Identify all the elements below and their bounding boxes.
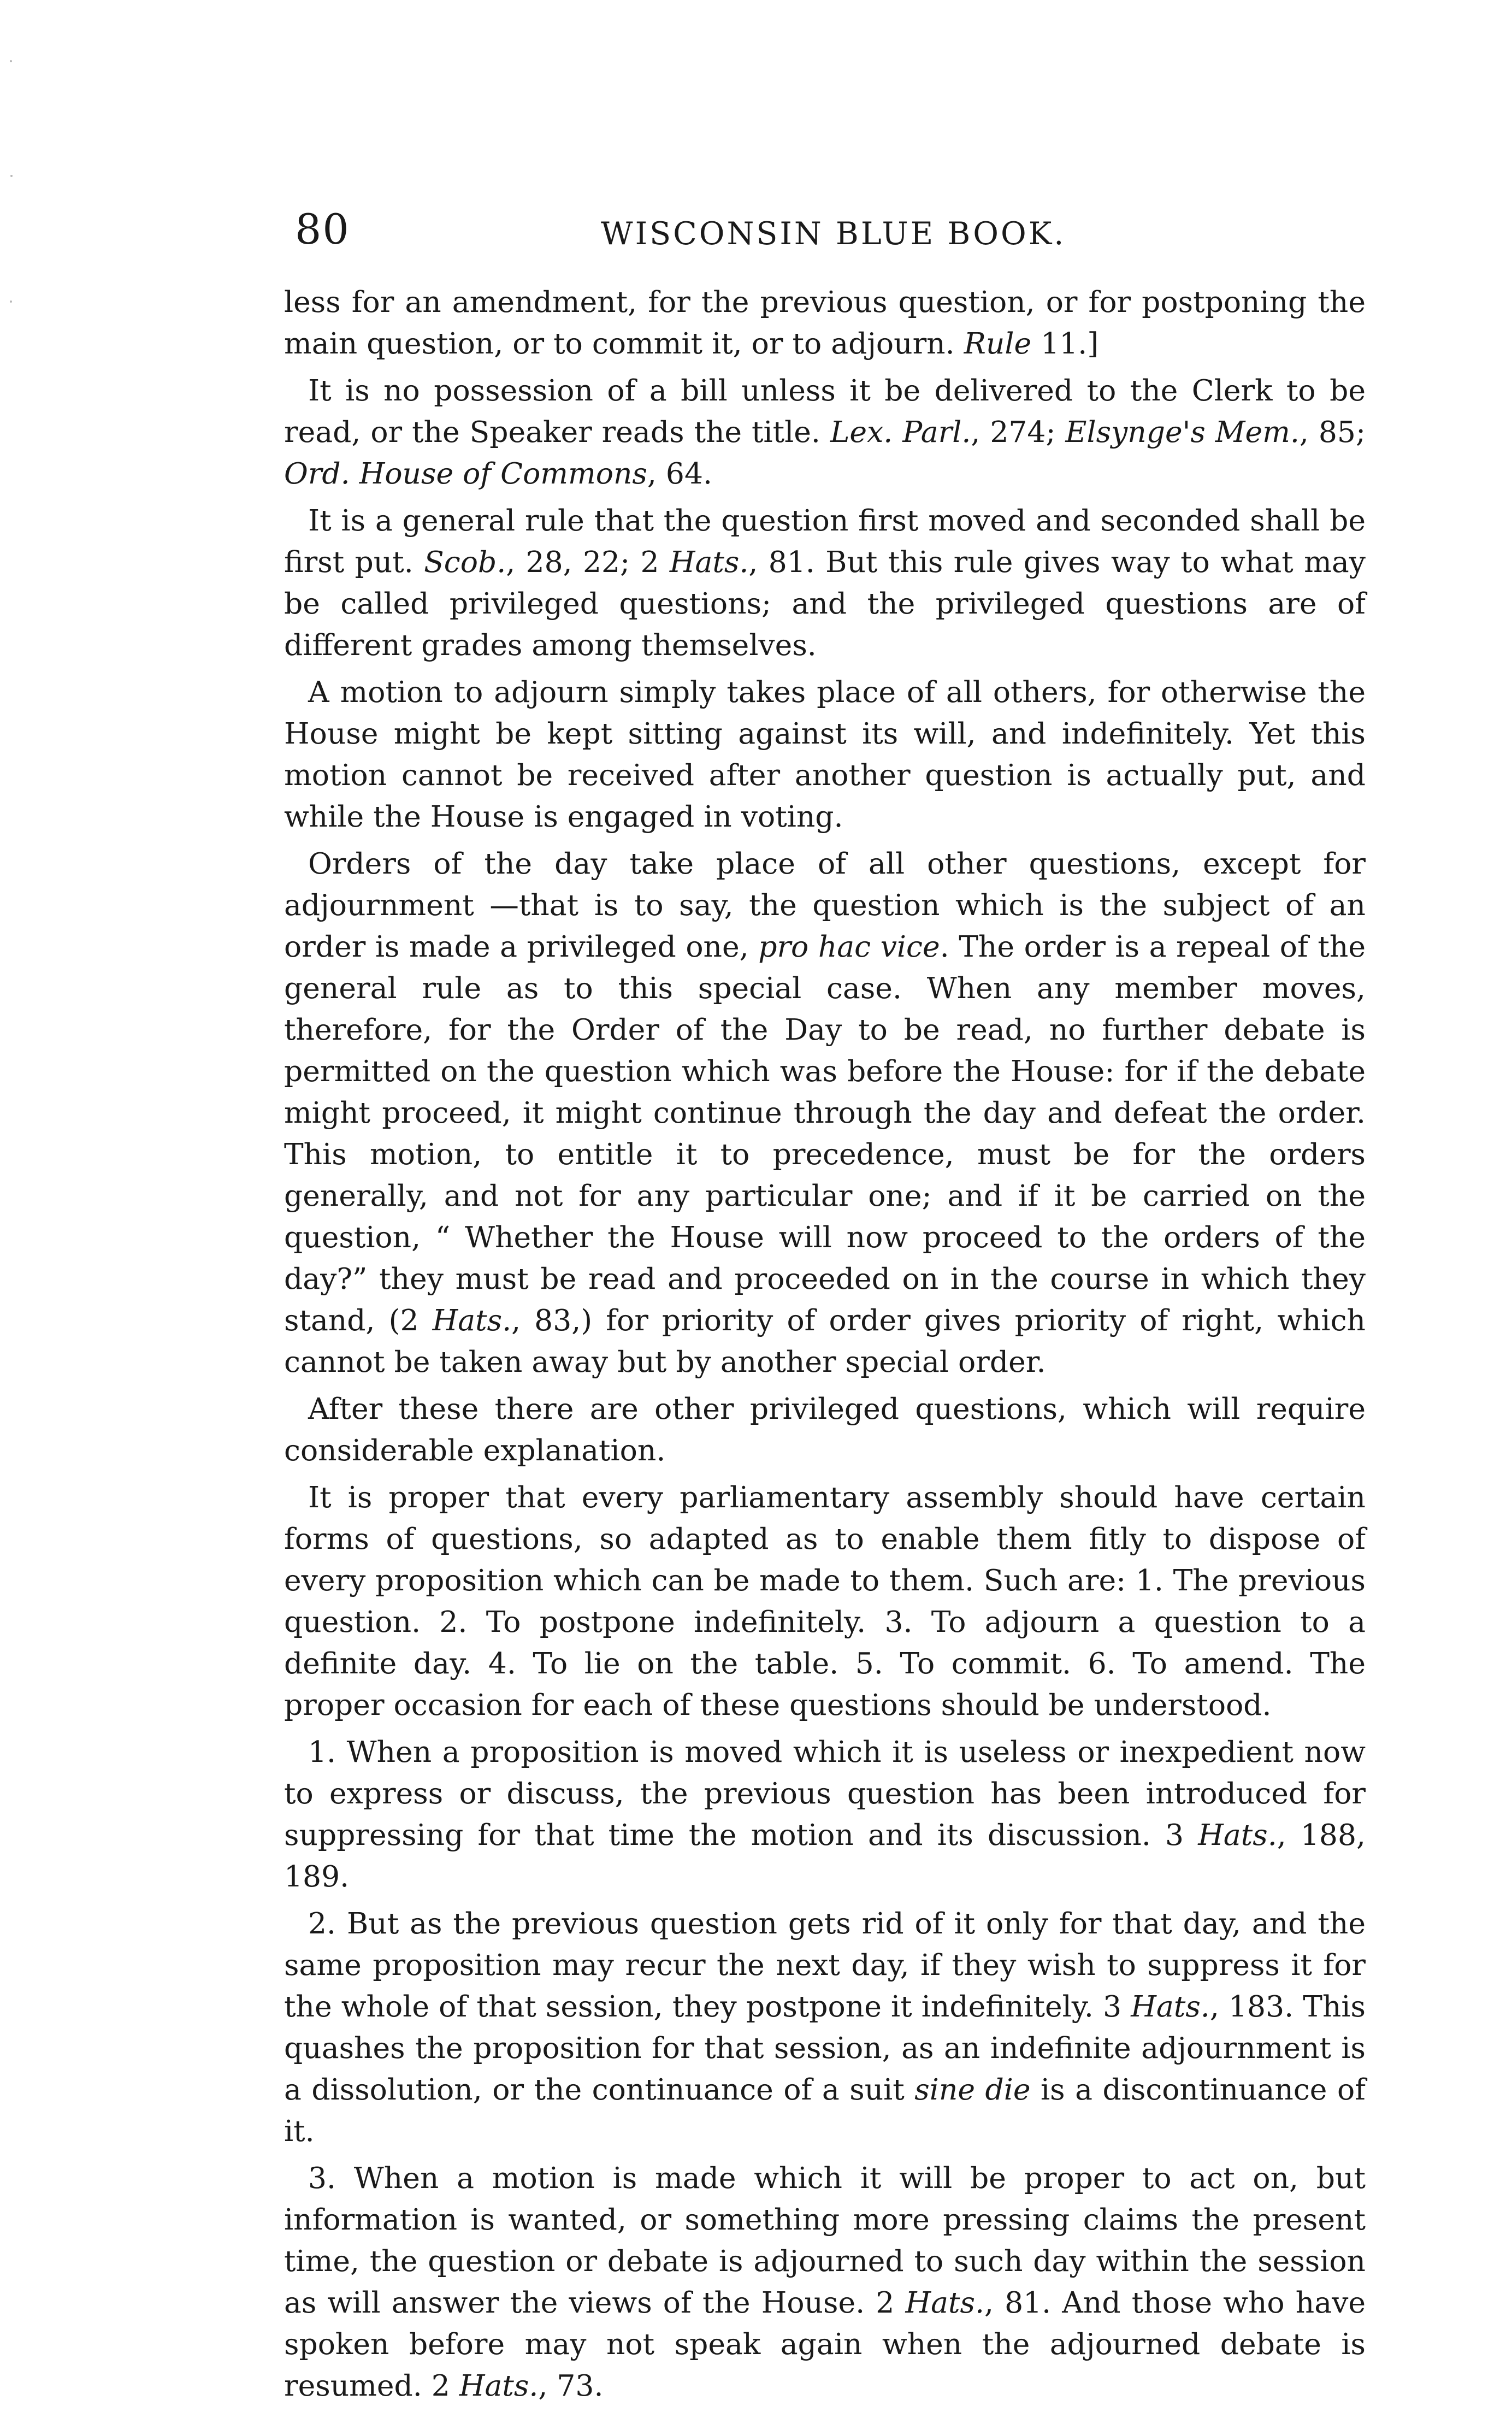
paragraph-text-run: , 83,) for priority of order gives priority of right, which cannot be taken away but by another special order. — [284, 1303, 1366, 1379]
italic-citation-text: Hats. — [432, 1303, 512, 1337]
paragraph-text-run: A motion to adjourn simply takes place of all others, for otherwise the House might be kept sitting against its will, and indefinitely. Yet this motion cannot be received after another question is actually put, and while the House is engaged in voting. — [284, 675, 1366, 834]
paragraph-postpone-indefinitely — [284, 1903, 1366, 2152]
paragraph-text-run: less for an amendment, for the previous question, or for postponing the main question, or to commit it, or to adjourn. — [284, 285, 1366, 361]
italic-citation-text: Lex. Parl. — [830, 415, 971, 449]
paragraph-text-run: It is proper that every parliamentary assembly should have certain forms of questions, so adapted as to enable them fitly to dispose of every proposition which can be made to them. Such are: 1. The previous question. 2. To postpone indefinitely. 3. To adjourn a question to a definite day. 4. To lie on the table. 5. To commit. 6. To amend. The proper occasion for each of these questions should be understood. — [284, 1480, 1366, 1722]
paragraph-question-first-put — [284, 500, 1366, 666]
paragraph-text-run: It is no possession of a bill unless it be delivered to the Clerk to be read, or the Speaker reads the title. — [284, 373, 1366, 449]
paragraph-text-run: . The order is a repeal of the general rule as to this special case. When any member moves, therefore, for the Order of the Day to be read, no further debate is permitted on the question which was before the House: for if the debate might proceed, it might continue through the day and defeat the order. This motion, to entitle it to precedence, must be for the orders generally, and not for any particular one; and if it be carried on the question, “ Whether the House will now proceed to the orders of the day?” they must be read and proceeded on in the course in which they stand, (2 — [284, 929, 1366, 1337]
italic-citation-text: Hats. — [1198, 1818, 1277, 1852]
body-text — [284, 281, 1366, 2412]
paragraph-forms-of-questions — [284, 1477, 1366, 1726]
page-header — [295, 199, 1360, 260]
paragraph-orders-of-the-day — [284, 843, 1366, 1383]
paragraph-bill-possession — [284, 370, 1366, 494]
italic-citation-text: Hats. — [459, 2368, 539, 2403]
paragraph-other-privileged-questions — [284, 1388, 1366, 1471]
margin-specks — [10, 38, 13, 366]
speck-mark — [10, 175, 13, 177]
paragraph-text-run: 2. But as the previous question gets rid of it only for that day, and the same proposition may recur the next day, if they wish to suppress it for the whole of that session, they postpone it indefinitely. 3 — [284, 1906, 1366, 2024]
italic-citation-text: sine die — [914, 2072, 1031, 2107]
italic-citation-text: Elsynge's Mem. — [1065, 415, 1300, 449]
paragraph-text-run: 3. When a motion is made which it will be proper to act on, but information is wanted, or something more pressing claims the present time, the question or debate is adjourned to such day within the session as will answer the views of the House. 2 — [284, 2161, 1366, 2320]
italic-citation-text: Ord. House of Commons — [284, 456, 647, 491]
paragraph-text-run: , 81. But this rule gives way to what may be called privileged questions; and the privileged questions are of different grades among themselves. — [284, 545, 1366, 662]
speck-mark — [10, 300, 12, 303]
paragraph-motion-to-adjourn — [284, 671, 1366, 838]
italic-citation-text: Rule — [964, 326, 1032, 361]
running-head: WISCONSIN BLUE BOOK. — [601, 216, 1066, 252]
paragraph-text-run: , 81. And those who have spoken before may not speak again when the adjourned debate is resumed. 2 — [284, 2285, 1366, 2403]
paragraph-text-run: Orders of the day take place of all other questions, except for adjournment —that is to say, the question which is the subject of an order is made a privileged one, — [284, 846, 1366, 964]
italic-citation-text: pro hac vice — [758, 929, 940, 964]
paragraph-text-run: 11.] — [1031, 326, 1099, 361]
italic-citation-text: Scob. — [424, 545, 506, 579]
paragraph-text-run: It is a general rule that the question first moved and seconded shall be first put. — [284, 503, 1366, 579]
paragraph-text-run: , 64. — [647, 456, 712, 491]
paragraph-previous-question — [284, 1731, 1366, 1897]
paragraph-adjourn-to-day — [284, 2157, 1366, 2407]
paragraph-continued — [284, 281, 1366, 364]
paragraph-text-run: , 274; — [971, 415, 1066, 449]
italic-citation-text: Hats. — [905, 2285, 984, 2320]
paragraph-text-run: , 73. — [538, 2368, 604, 2403]
paragraph-text-run: , 85; — [1299, 415, 1366, 449]
page-number: 80 — [295, 205, 350, 253]
speck-mark — [10, 60, 12, 62]
paragraph-text-run: , 183. This quashes the proposition for that session, as an indefinite adjournment is a dissolution, or the continuance of a suit — [284, 1989, 1366, 2107]
paragraph-text-run: 1. When a proposition is moved which it is useless or inexpedient now to express or discuss, the previous question has been introduced for suppressing for that time the motion and its discussion. 3 — [284, 1735, 1366, 1852]
italic-citation-text: Hats. — [1131, 1989, 1210, 2024]
paragraph-text-run: , 188, 189. — [284, 1818, 1366, 1894]
paragraph-text-run: , 28, 22; 2 — [506, 545, 670, 579]
paragraph-text-run: is a discontinuance of it. — [284, 2072, 1366, 2148]
italic-citation-text: Hats. — [669, 545, 749, 579]
paragraph-text-run: After these there are other privileged questions, which will require considerable explanation. — [284, 1391, 1366, 1467]
